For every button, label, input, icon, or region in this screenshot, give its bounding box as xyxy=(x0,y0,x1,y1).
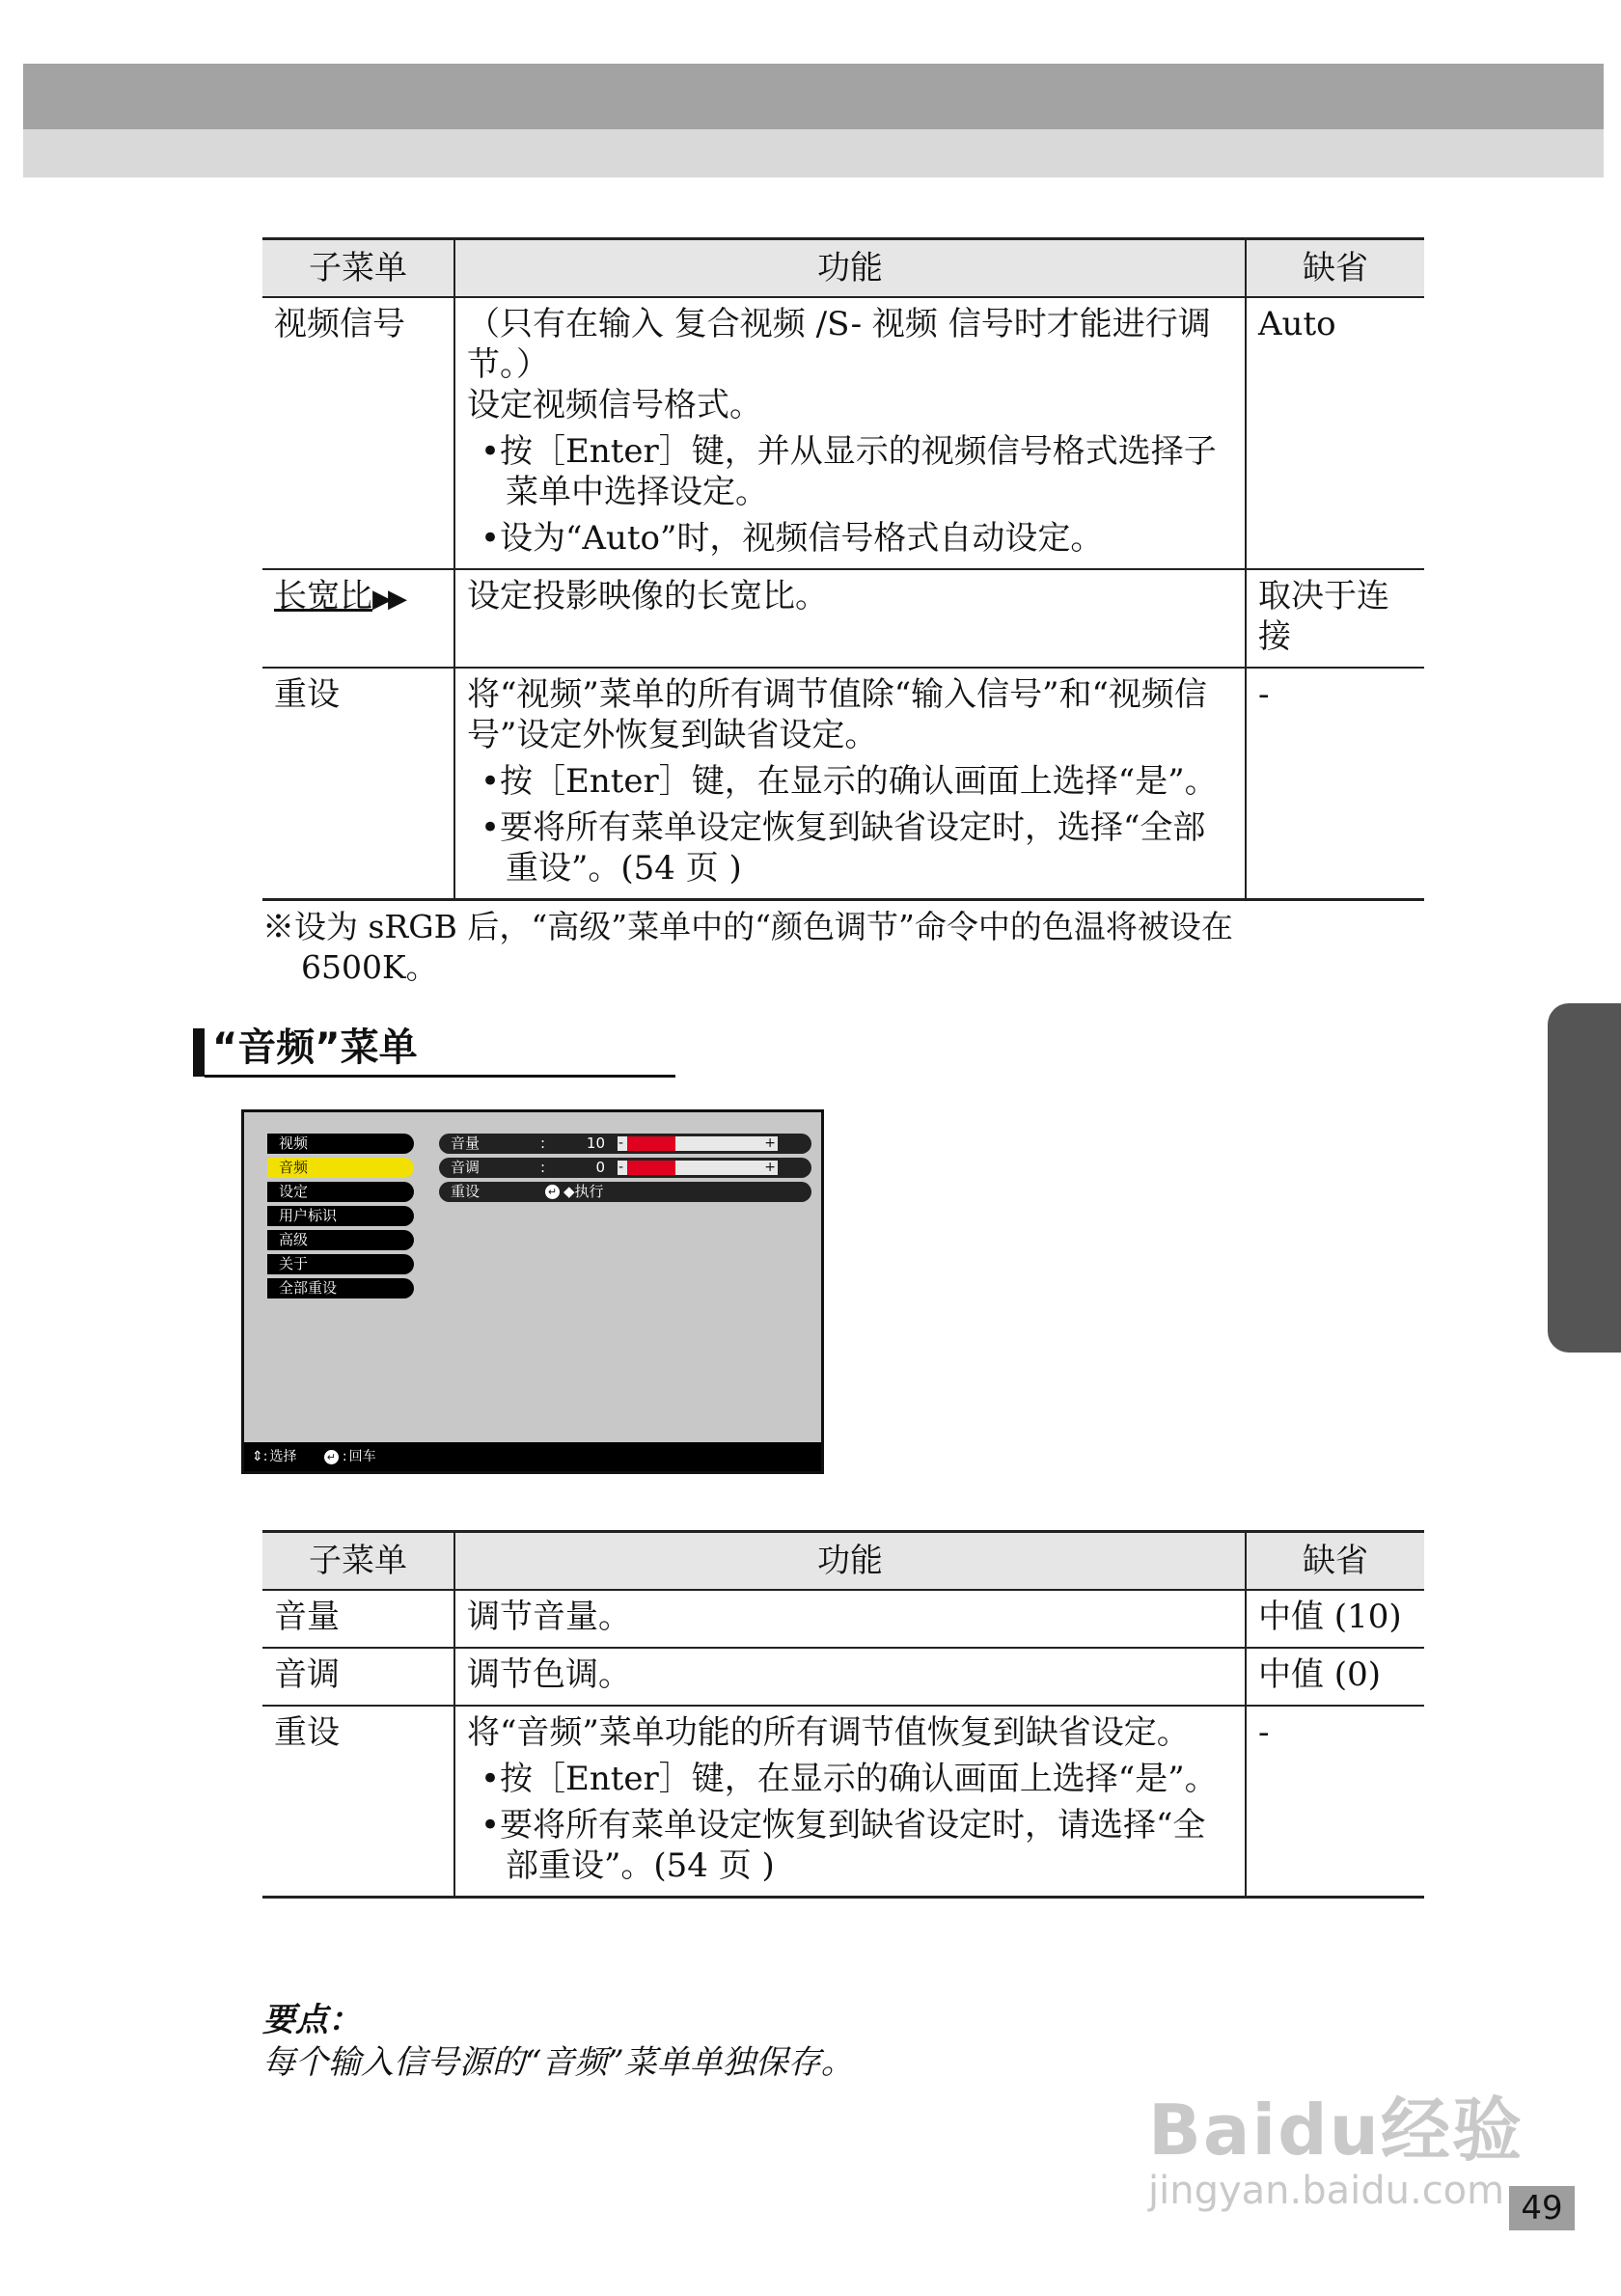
table-row xyxy=(262,1706,1424,1898)
header-default: 缺省 xyxy=(1246,1532,1424,1591)
note-line: 6500K。 xyxy=(301,948,438,986)
default-cell: 取决于连接 xyxy=(1246,569,1424,668)
osd-menu-item[interactable]: 高级 xyxy=(267,1230,414,1250)
enter-icon: ↵ xyxy=(545,1185,560,1199)
osd-volume-row[interactable] xyxy=(439,1134,811,1154)
plus-icon: + xyxy=(764,1135,776,1151)
osd-menu-item[interactable]: 设定 xyxy=(267,1182,414,1202)
submenu-cell: 视频信号 xyxy=(262,297,454,569)
baidu-watermark xyxy=(1148,2074,1524,2213)
submenu-cell: 重设 xyxy=(262,1706,454,1898)
execute-label: 执行 xyxy=(574,1183,604,1200)
header-submenu: 子菜单 xyxy=(262,239,454,298)
footer-return-label: 回车 xyxy=(348,1449,376,1464)
bullet-item: •设为“Auto”时，视频信号格式自动设定。 xyxy=(481,519,1104,558)
slider-fill xyxy=(627,1136,675,1151)
osd-execute[interactable] xyxy=(545,1182,604,1202)
function-line: （只有在输入 复合视频 /S- 视频 信号时才能进行调节。） xyxy=(467,305,1211,384)
arrow-icon: ◆ xyxy=(563,1183,575,1200)
minus-icon: - xyxy=(618,1135,624,1151)
osd-colon: : xyxy=(540,1159,546,1176)
table-row xyxy=(262,1590,1424,1648)
osd-menu-item[interactable]: 全部重设 xyxy=(267,1278,414,1298)
header-function: 功能 xyxy=(454,239,1246,298)
function-line: 设定投影映像的长宽比。 xyxy=(467,577,828,615)
minus-icon: - xyxy=(618,1160,624,1175)
default-cell: - xyxy=(1246,668,1424,900)
osd-main-menu xyxy=(267,1134,414,1302)
submenu-cell xyxy=(262,569,454,668)
osd-item-label: 音量 xyxy=(451,1134,481,1152)
chapter-tab xyxy=(1548,1003,1621,1353)
bullet-item: •按［Enter］键，在显示的确认画面上选择“是”。 xyxy=(481,1760,1218,1798)
osd-submenu xyxy=(439,1134,811,1206)
audio-menu-table xyxy=(262,1530,1424,1899)
table-row xyxy=(262,1648,1424,1706)
osd-item-label: 音调 xyxy=(451,1159,481,1176)
video-menu-table xyxy=(262,237,1424,901)
watermark-url: jingyan.baidu.com xyxy=(1148,2169,1505,2213)
osd-item-value: 0 xyxy=(595,1159,605,1176)
slider-fill xyxy=(627,1161,675,1175)
osd-footer: ⇕: 选择 ↵ : 回车 xyxy=(244,1442,821,1471)
heading-rule xyxy=(205,1075,675,1078)
header-submenu: 子菜单 xyxy=(262,1532,454,1591)
submenu-cell: 重设 xyxy=(262,668,454,900)
volume-slider[interactable] xyxy=(618,1136,778,1151)
function-cell xyxy=(454,569,1246,668)
bullet-item: •要将所有菜单设定恢复到缺省设定时，请选择“全部重设”。(54 页 ) xyxy=(481,1806,1206,1885)
function-line: 将“视频”菜单的所有调节值除“输入信号”和“视频信号”设定外恢复到缺省设定。 xyxy=(467,675,1207,754)
updown-icon: ⇕ xyxy=(252,1449,263,1464)
key-point-text: 每个输入信号源的“音频”菜单单独保存。 xyxy=(262,2043,854,2082)
submenu-cell: 音量 xyxy=(262,1590,454,1648)
osd-menu-item-selected[interactable]: 音频 xyxy=(267,1158,414,1178)
watermark-logo: Baidu经验 xyxy=(1148,2090,1524,2171)
aspect-ratio-link[interactable]: 长宽比 xyxy=(274,577,372,615)
plus-icon: + xyxy=(764,1160,776,1175)
note-line: ※设为 sRGB 后，“高级”菜单中的“颜色调节”命令中的色温将被设在 xyxy=(262,908,1233,945)
enter-icon: ↵ xyxy=(324,1450,339,1464)
submenu-cell: 音调 xyxy=(262,1648,454,1706)
footer-select-label: 选择 xyxy=(269,1449,297,1464)
page-number: 49 xyxy=(1509,2186,1575,2230)
header-band xyxy=(23,64,1604,129)
default-cell: 中值 (10) xyxy=(1246,1590,1424,1648)
header-subband xyxy=(23,129,1604,178)
default-cell: 中值 (0) xyxy=(1246,1648,1424,1706)
osd-item-label: 重设 xyxy=(451,1183,481,1200)
function-cell xyxy=(454,668,1246,900)
function-cell: 调节色调。 xyxy=(454,1648,1246,1706)
osd-screenshot xyxy=(241,1109,824,1474)
header-default: 缺省 xyxy=(1246,239,1424,298)
tone-slider[interactable] xyxy=(618,1161,778,1175)
function-line: 设定视频信号格式。 xyxy=(467,386,762,424)
bullet-item: •按［Enter］键，并从显示的视频信号格式选择子菜单中选择设定。 xyxy=(481,432,1217,511)
section-title: “音频”菜单 xyxy=(212,1025,418,1070)
key-point-label: 要点： xyxy=(262,2001,361,2039)
table-row xyxy=(262,668,1424,900)
osd-menu-item[interactable]: 视频 xyxy=(267,1134,414,1154)
double-arrow-icon: ▶▶ xyxy=(372,585,403,614)
heading-bar xyxy=(193,1028,205,1077)
header-function: 功能 xyxy=(454,1532,1246,1591)
function-cell xyxy=(454,1706,1246,1898)
osd-menu-item[interactable]: 用户标识 xyxy=(267,1206,414,1226)
bullet-item: •按［Enter］键，在显示的确认画面上选择“是”。 xyxy=(481,762,1218,801)
function-line: 将“音频”菜单功能的所有调节值恢复到缺省设定。 xyxy=(467,1713,1190,1752)
table-row xyxy=(262,297,1424,569)
srgb-note xyxy=(262,907,1420,988)
osd-reset-row[interactable] xyxy=(439,1182,811,1202)
bullet-item: •要将所有菜单设定恢复到缺省设定时，选择“全部重设”。(54 页 ) xyxy=(481,808,1206,888)
osd-colon: : xyxy=(540,1134,546,1152)
osd-menu-item[interactable]: 关于 xyxy=(267,1254,414,1274)
osd-item-value: 10 xyxy=(586,1134,605,1152)
function-cell: 调节音量。 xyxy=(454,1590,1246,1648)
table-row xyxy=(262,569,1424,668)
default-cell: - xyxy=(1246,1706,1424,1898)
default-cell: Auto xyxy=(1246,297,1424,569)
osd-tone-row[interactable] xyxy=(439,1158,811,1178)
function-cell xyxy=(454,297,1246,569)
